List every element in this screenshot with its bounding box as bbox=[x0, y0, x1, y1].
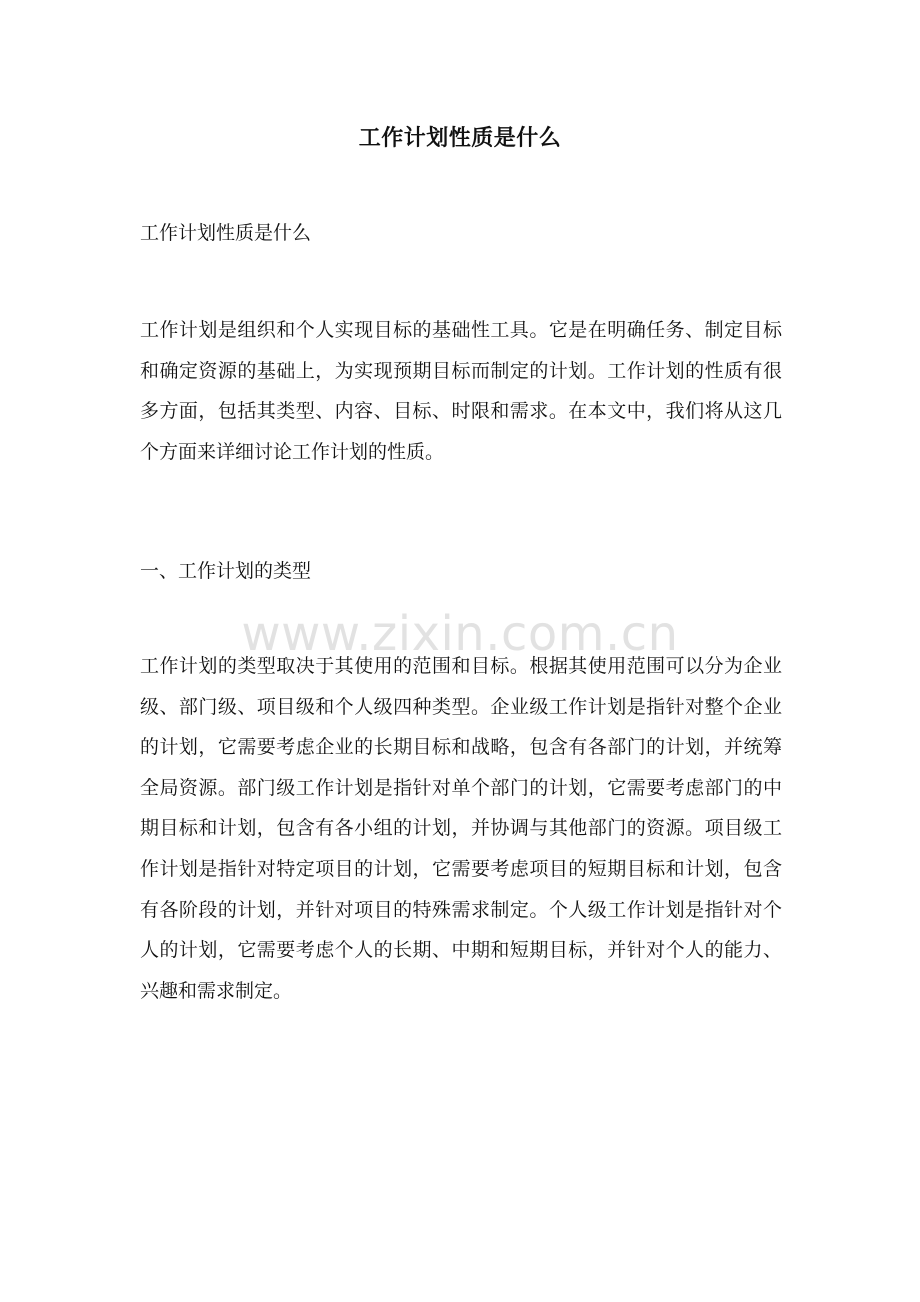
intro-paragraph: 工作计划是组织和个人实现目标的基础性工具。它是在明确任务、制定目标和确定资源的基础上，为实现预期目标而制定的计划。工作计划的性质有很多方面，包括其类型、内容、目标、时限和需求。在本文中，我们将从这几个方面来详细讨论工作计划的性质。 bbox=[140, 319, 782, 463]
document-subtitle: 工作计划性质是什么 bbox=[140, 222, 312, 244]
watermark: www.zixin.com.cn bbox=[241, 606, 679, 662]
section-1-paragraph: 工作计划的类型取决于其使用的范围和目标。根据其使用范围可以分为企业级、部门级、项目级和个人级四种类型。企业级工作计划是指针对整个企业的计划，它需要考虑企业的长期目标和战略，包含有各部门的计划，并统筹全局资源。部门级工作计划是指针对单个部门的计划，它需要考虑部门的中期目标和计划，包含有各小组的计划，并协调与其他部门的资源。项目级工作计划是指针对特定项目的计划，它需要考虑项目的短期目标和计划，包含有各阶段的计划，并针对项目的特殊需求制定。个人级工作计划是指针对个人的计划，它需要考虑个人的长期、中期和短期目标，并针对个人的能力、兴趣和需求制定。 bbox=[140, 655, 782, 1002]
document-title: 工作计划性质是什么 bbox=[358, 125, 562, 151]
section-1-heading: 一、工作计划的类型 bbox=[140, 560, 312, 582]
